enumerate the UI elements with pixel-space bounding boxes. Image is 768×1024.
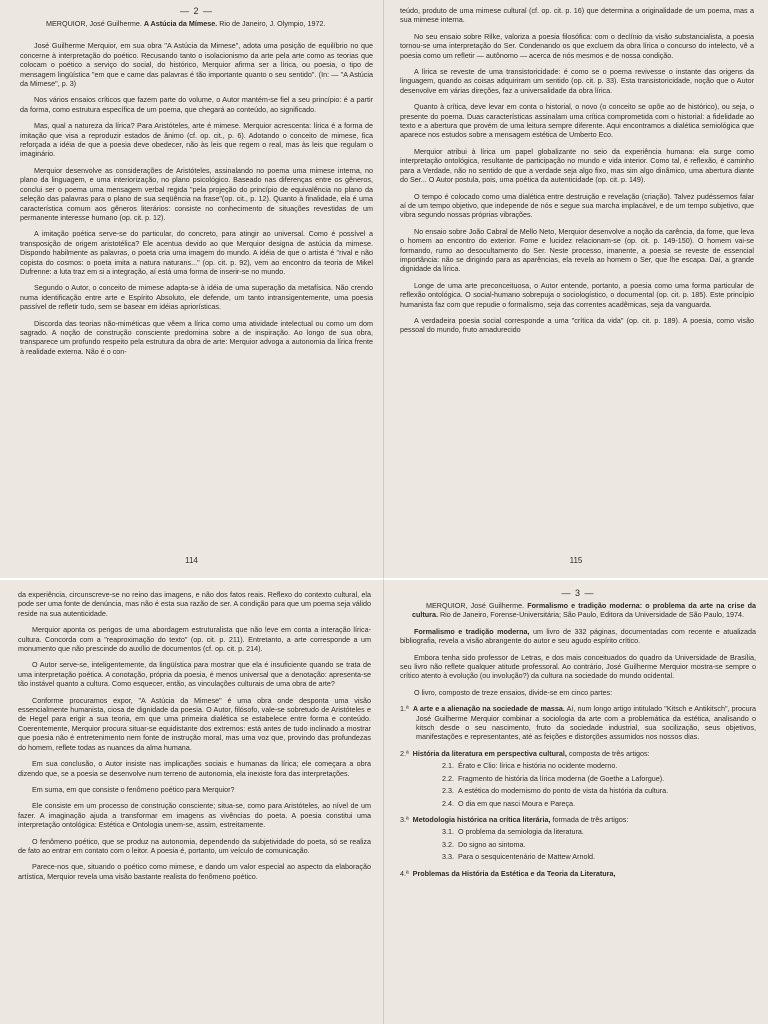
paragraph: Conforme procuramos expor, "A Astúcia da Mimese" é uma obra onde desponta uma visão essencialmente humanista, ciosa de dignidade da poesia. O Autor, filósofo, vale-se sobretudo de Aristóteles e de Hegel para erigir a sua teoria, em que uma primeira dialética se estabelece entre forma e conteúdo. Coerentemente, Merquior procura situar-se equidistante dos extremos: está antes de tudo inclinado a mostrar que poesia não é entretenimento nem fonte de instrução moral, mas uma voz que, provindo das profundezas do homem, reflete todas as nuances da alma humana. xyxy=(18,695,371,752)
paragraph: Nos vários ensaios críticos que fazem parte do volume, o Autor mantém-se fiel a seu princípio: é a partir da forma, como estrutura específica de um poema, que chegará ao conteúdo, ao significado. xyxy=(20,95,373,114)
paragraph: A verdadeira poesia social corresponde a uma "crítica da vida" (op. cit. p. 189). A poesia, como visão pessoal do mundo, fruto amadurecido xyxy=(400,315,754,335)
paragraph: Parece-nos que, situando o poético como mimese, e dando um valor especial ao aspecto da elaboração artística, Merquior revela uma visão bastante realista do fenômeno poético. xyxy=(18,862,371,881)
paragraph: da experiência, circunscreve-se no reino das imagens, e não dos fatos reais. Reflexo do contexto cultural, ela pode ser uma fonte de denúncia, mas não é esta sua razão de ser. A condição para que um poema seja válido reside na sua autenticidade. xyxy=(18,590,371,618)
section-number: — 3 — xyxy=(561,588,595,598)
sub-list-item: 3.2. Do signo ao sintoma. xyxy=(442,839,526,849)
reference-publication: Rio de Janeiro, Forense-Universitária; São Paulo, Editora da Universidade de São Paulo, 1974. xyxy=(439,610,745,620)
body-text xyxy=(18,590,371,881)
sub-list-item: 2.3. A estética do modernismo do ponto de vista da história da cultura. xyxy=(442,786,669,796)
paragraph: Merquior aponta os perigos de uma abordagem estruturalista que não leve em conta a interação lírica-cultura. Concorda com a "reaproximação do texto" (op. cit. p. 211). Entretanto, a arte corresponde a um monumento que não prescinde do auxílio de documentos (cf. op. cit. p. 214). xyxy=(18,625,371,654)
reference-title: Formalismo e tradição moderna: o problema da arte na crise da cultura. xyxy=(412,601,756,620)
list-item: 3.ª Metodologia histórica na crítica literária, formada de três artigos: 3.1. O problema da semiologia da literatura. 3.2. Do signo ao sintoma. 3.3. Para o sesquicentenário de Mattew Arnold. xyxy=(400,815,756,862)
body-text xyxy=(400,6,754,335)
page-116 xyxy=(0,578,384,1024)
page-number: 114 xyxy=(185,556,198,565)
sub-list-item: 2.1. Érato e Clio: lírica e história no ocidente moderno. xyxy=(442,761,618,771)
paragraph: Embora tenha sido professor de Letras, e dos mais conceituados do quadro da Universidade de Brasília, seu livro não reflete qualquer atitude professoral. Ao contrário, José Guilherme Merquior mostra-se sempre o crítico atento à evolução (ou involução?) da cultura na sociedade do mundo ocidental. xyxy=(400,652,756,681)
paragraph: O tempo é colocado como uma dialética entre destruição e revelação (criação). Talvez pudéssemos falar aí de um tempo objetivo, que independe de nós e segue sua marcha implacável, e de um tempo subjetivo, que vibra segundo nossas próprias vibrações. xyxy=(400,191,754,220)
bibliographic-reference xyxy=(400,601,756,620)
paragraph: Formalismo e tradição moderna, um livro de 332 páginas, documentadas com recente e atualizada bibliografia, revela a visão abrangente do autor e seu agudo espírito crítico. xyxy=(400,626,757,646)
paragraph: Merquior atribui à lírica um papel globalizante no seio da experiência humana: ela surge como interpretação ontológica, resultante de participação no mundo e vida interior. Como tal, é reflexão, é caminho para a Verdade, não no sentido de que a verdade seja algo fixo, mas sim algo dinâmico, uma abertura diante do Ser... O Autor postula, pois, uma poética da autenticidade (op. cit. p. 149). xyxy=(400,146,754,185)
reference-title: A Astúcia da Mímese. xyxy=(143,19,218,28)
page-117 xyxy=(384,578,768,1024)
sub-list-item: 2.2. Fragmento de história da lírica moderna (de Goethe a Laforgue). xyxy=(442,773,665,783)
list-item: 2.ª História da literatura em perspectiva cultural, composta de três artigos: 2.1. Érato e Clio: lírica e história no ocidente moderno. 2.2. Fragmento de história da lírica moderna (de Goethe a Laforgue). 2.3. A estética do modernismo do ponto de vista da história da cultura. 2.4. O dia em que nasci Moura e Pareça. xyxy=(400,749,756,808)
paragraph: José Guilherme Merquior, em sua obra "A Astúcia da Mimese", adota uma posição de equilíbrio no que concerne à interpretação do poético. Recusando tanto o isolacionismo da arte pela arte como as teorias que colocam o poético a serviço do social, do histórico, Merquior afirma ser a lírica, ou poesia, o tipo de mensagem lingüística "em que e came das palavras é tão importante quanto o seu sentido". (In: — "A Astúcia da Mimese", p. 3) xyxy=(20,41,373,89)
paragraph: Ele consiste em um processo de construção consciente; situa-se, como para Aristóteles, ao nível de um fazer. A imaginação ajuda a transformar em imagens as vivências do poeta. A poesia constitui uma interpretação ontológica: Estética e Ontologia unem-se, assim, estreitamente. xyxy=(18,801,371,830)
paragraph: Quanto à crítica, deve levar em conta o historial, o novo (o conceito se opõe ao de histórico), ou seja, o presente do poema. Duas características assinalam uma crítica comprometida com o historial: a fidelidade ao texto e a abertura que provém de uma leitura sempre diferente. Aqui encontramos a dialética semiológica que aparece nos estudos sobre a mensagem estética de Umberto Eco. xyxy=(400,102,754,140)
sub-list xyxy=(416,827,756,861)
paragraph: O livro, composto de treze ensaios, divide-se em cinco partes: xyxy=(414,687,613,697)
section-number: — 2 — xyxy=(179,6,213,16)
reference-authors: MERQUIOR, José Guilherme. xyxy=(46,19,142,28)
paragraph: No ensaio sobre João Cabral de Mello Neto, Merquior desenvolve a noção da carência, da fome, que leva o homem ao encontro do exterior. Fome e lucidez relacionam-se (op. cit. p. 149-150). O homem vai-se formando, rumo ao desocultamento do Ser. Neste processo, imanente, a poesia se reveste de essencial importância: não se dirigindo para as aparências, ela revela ao homem o Ser, que lhe escapa. Daí, a grande dignidade da lírica. xyxy=(400,226,754,274)
page-number: 115 xyxy=(569,556,583,565)
list-item: 4.ª Problemas da História da Estética e da Teoria da Literatura, xyxy=(400,868,616,878)
paragraph-lead: Formalismo e tradição moderna, xyxy=(414,626,530,636)
paragraph: Discorda das teorias não-miméticas que vêem a lírica como uma atividade intelectual ou como um dom sagrado. A noção de construção consciente predomina sobre a de inspiração. Ao longo de sua obra, transparece um profundo respeito pela estrutura da obra de arte: Merquior advoga a autonomia da lírica frente à realidade externa. Não é o con- xyxy=(20,318,373,356)
paragraph: Mas, qual a natureza da lírica? Para Aristóteles, arte é mimese. Merquior acrescenta: lírica é a forma de imitação que visa a reproduzir estados de ânimo (cf. op. cit., p. 6). Adotando o conceito de mimese, fica reforçada a idéia de que a poesia deve obedecer, não às leis que regem o real, mas às leis que regulam o imaginário. xyxy=(20,121,373,159)
paragraph: Longe de uma arte preconceituosa, o Autor entende, portanto, a poesia como uma forma particular de reflexão ontológica. O social-humano sobrepuja o sociologístico, o documental (op. cit. p. 185). Este princípio humanista faz com que repudie o formalismo, seja das correntes acadêmicas, seja da vanguarda. xyxy=(400,280,754,309)
parts-list xyxy=(400,704,756,878)
reference-authors: MERQUIOR, José Guilherme. xyxy=(426,601,525,610)
paragraph: teúdo, produto de uma mimese cultural (cf. op. cit. p. 16) que determina a originalidade de um poema, mas a sua mimese interna. xyxy=(400,6,754,25)
list-item: 1.ª A arte e a alienação na sociedade de massa. Aí, num longo artigo intitulado "Kitsch e Antikitsch", procura José Guilherme Merquior combinar a sociologia da arte com a problemática da estética, analisando o kitsch desde o seu nascimento, fruto da sociedade industrial, sua socilização, seus objetivos, manifestações e representantes, até as feições e distorções assumidos nos nossos dias. xyxy=(400,704,756,742)
paragraph: O fenômeno poético, que se produz na autonomia, dependendo da subjetividade do poeta, só se realiza de fato ao entrar em contato com o leitor. A poesia é, portanto, um veículo de comunicação. xyxy=(18,836,371,855)
paragraph: Em sua conclusão, o Autor insiste nas implicações sociais e humanas da lírica; ele começara a obra dizendo que, se a poesia se desenvolve num terreno de autonomia, ela inexiste fora das interpretações. xyxy=(18,759,371,778)
sub-list-item: 3.3. Para o sesquicentenário de Mattew Arnold. xyxy=(442,852,596,862)
paragraph: Em suma, em que consiste o fenômeno poético para Merquior? xyxy=(32,784,235,794)
bibliographic-reference xyxy=(20,19,373,28)
paragraph: O Autor serve-se, inteligentemente, da lingüística para mostrar que ela é insuficiente quando se trata de uma interpretação poética. A conotação, própria da poesia, é menos universal que a denotação: apresenta-se tão instável quanto a cultura. Como esquecer, então, as vinculações culturais de uma obra de arte? xyxy=(18,660,371,689)
body-text xyxy=(20,41,373,356)
page-115 xyxy=(384,0,768,578)
sub-list-item: 2.4. O dia em que nasci Moura e Pareça. xyxy=(442,798,576,808)
paragraph: Merquior desenvolve as considerações de Aristóteles, assinalando no poema uma mimese interna, no plano da linguagem, e uma interiorização, no plano psicológico. Baseado nas diferenças entre os gêneros, conclui ser o poema uma mensagem verbal regida "pela projeção do princípio de equivalência no plano da seleção das palavras para o plano de sua seqüência na frase"(op. cit., p. 12). Quanto à finalidade, ela é uma característica comum aos gêneros literários: consiste no conhecimento de situações revestidas de um permanente interesse humano (op. cit. p. 12). xyxy=(20,165,373,222)
paragraph: A lírica se reveste de uma transistoricidade: é como se o poema revivesse o instante das origens da linguagem, quando as coisas adquiriram um sentido (op. cit. p. 33). Esta transistoricidade, noção que o Autor desenvolve em várias direções, faz a universalidade da obra lírica. xyxy=(400,67,754,95)
paragraph: No seu ensaio sobre Rilke, valoriza a poesia filosófica: com o declínio da visão substancialista, a poesia tornou-se uma interpretação do Ser. Condenando os que excluem da obra lírica o concurso do intelecto, vê a poesia como um refletir — autônomo — acerca de nós mesmos e de nossa condição. xyxy=(400,31,754,60)
reference-publication: Rio de Janeiro, J. Olympio, 1972. xyxy=(219,19,326,28)
page-114 xyxy=(0,0,384,578)
paragraph: Segundo o Autor, o conceito de mimese adapta-se à idéia de uma superação da metafísica. Não crendo numa identificação entre arte e Espírito Absoluto, ele defende, um tanto intransigentemente, uma poesia passível de refletir tudo, sem se basear em idéias apriorísticas. xyxy=(20,283,373,312)
paragraph: A imitação poética serve-se do particular, do concreto, para atingir ao universal. Como é possível a transposição de origem aristotélica? Ele acentua devido ao que Merquior designa de astúcia da mimese. Dispondo habilmente as palavras, o poeta cria uma imagem do mundo. A idéia de que o artista é "rival e não copista do cosmos: o poeta imita a natura naturans..." (op. cit. p. 92), vem ao encontro da teoria de Mikel Dufrenne: a luta traz em si a integração, aí está uma forma de inserir-se no mundo. xyxy=(20,229,373,276)
sub-list xyxy=(416,761,756,808)
body-text xyxy=(400,627,756,878)
sub-list-item: 3.1. O problema da semiologia da literatura. xyxy=(442,827,584,837)
